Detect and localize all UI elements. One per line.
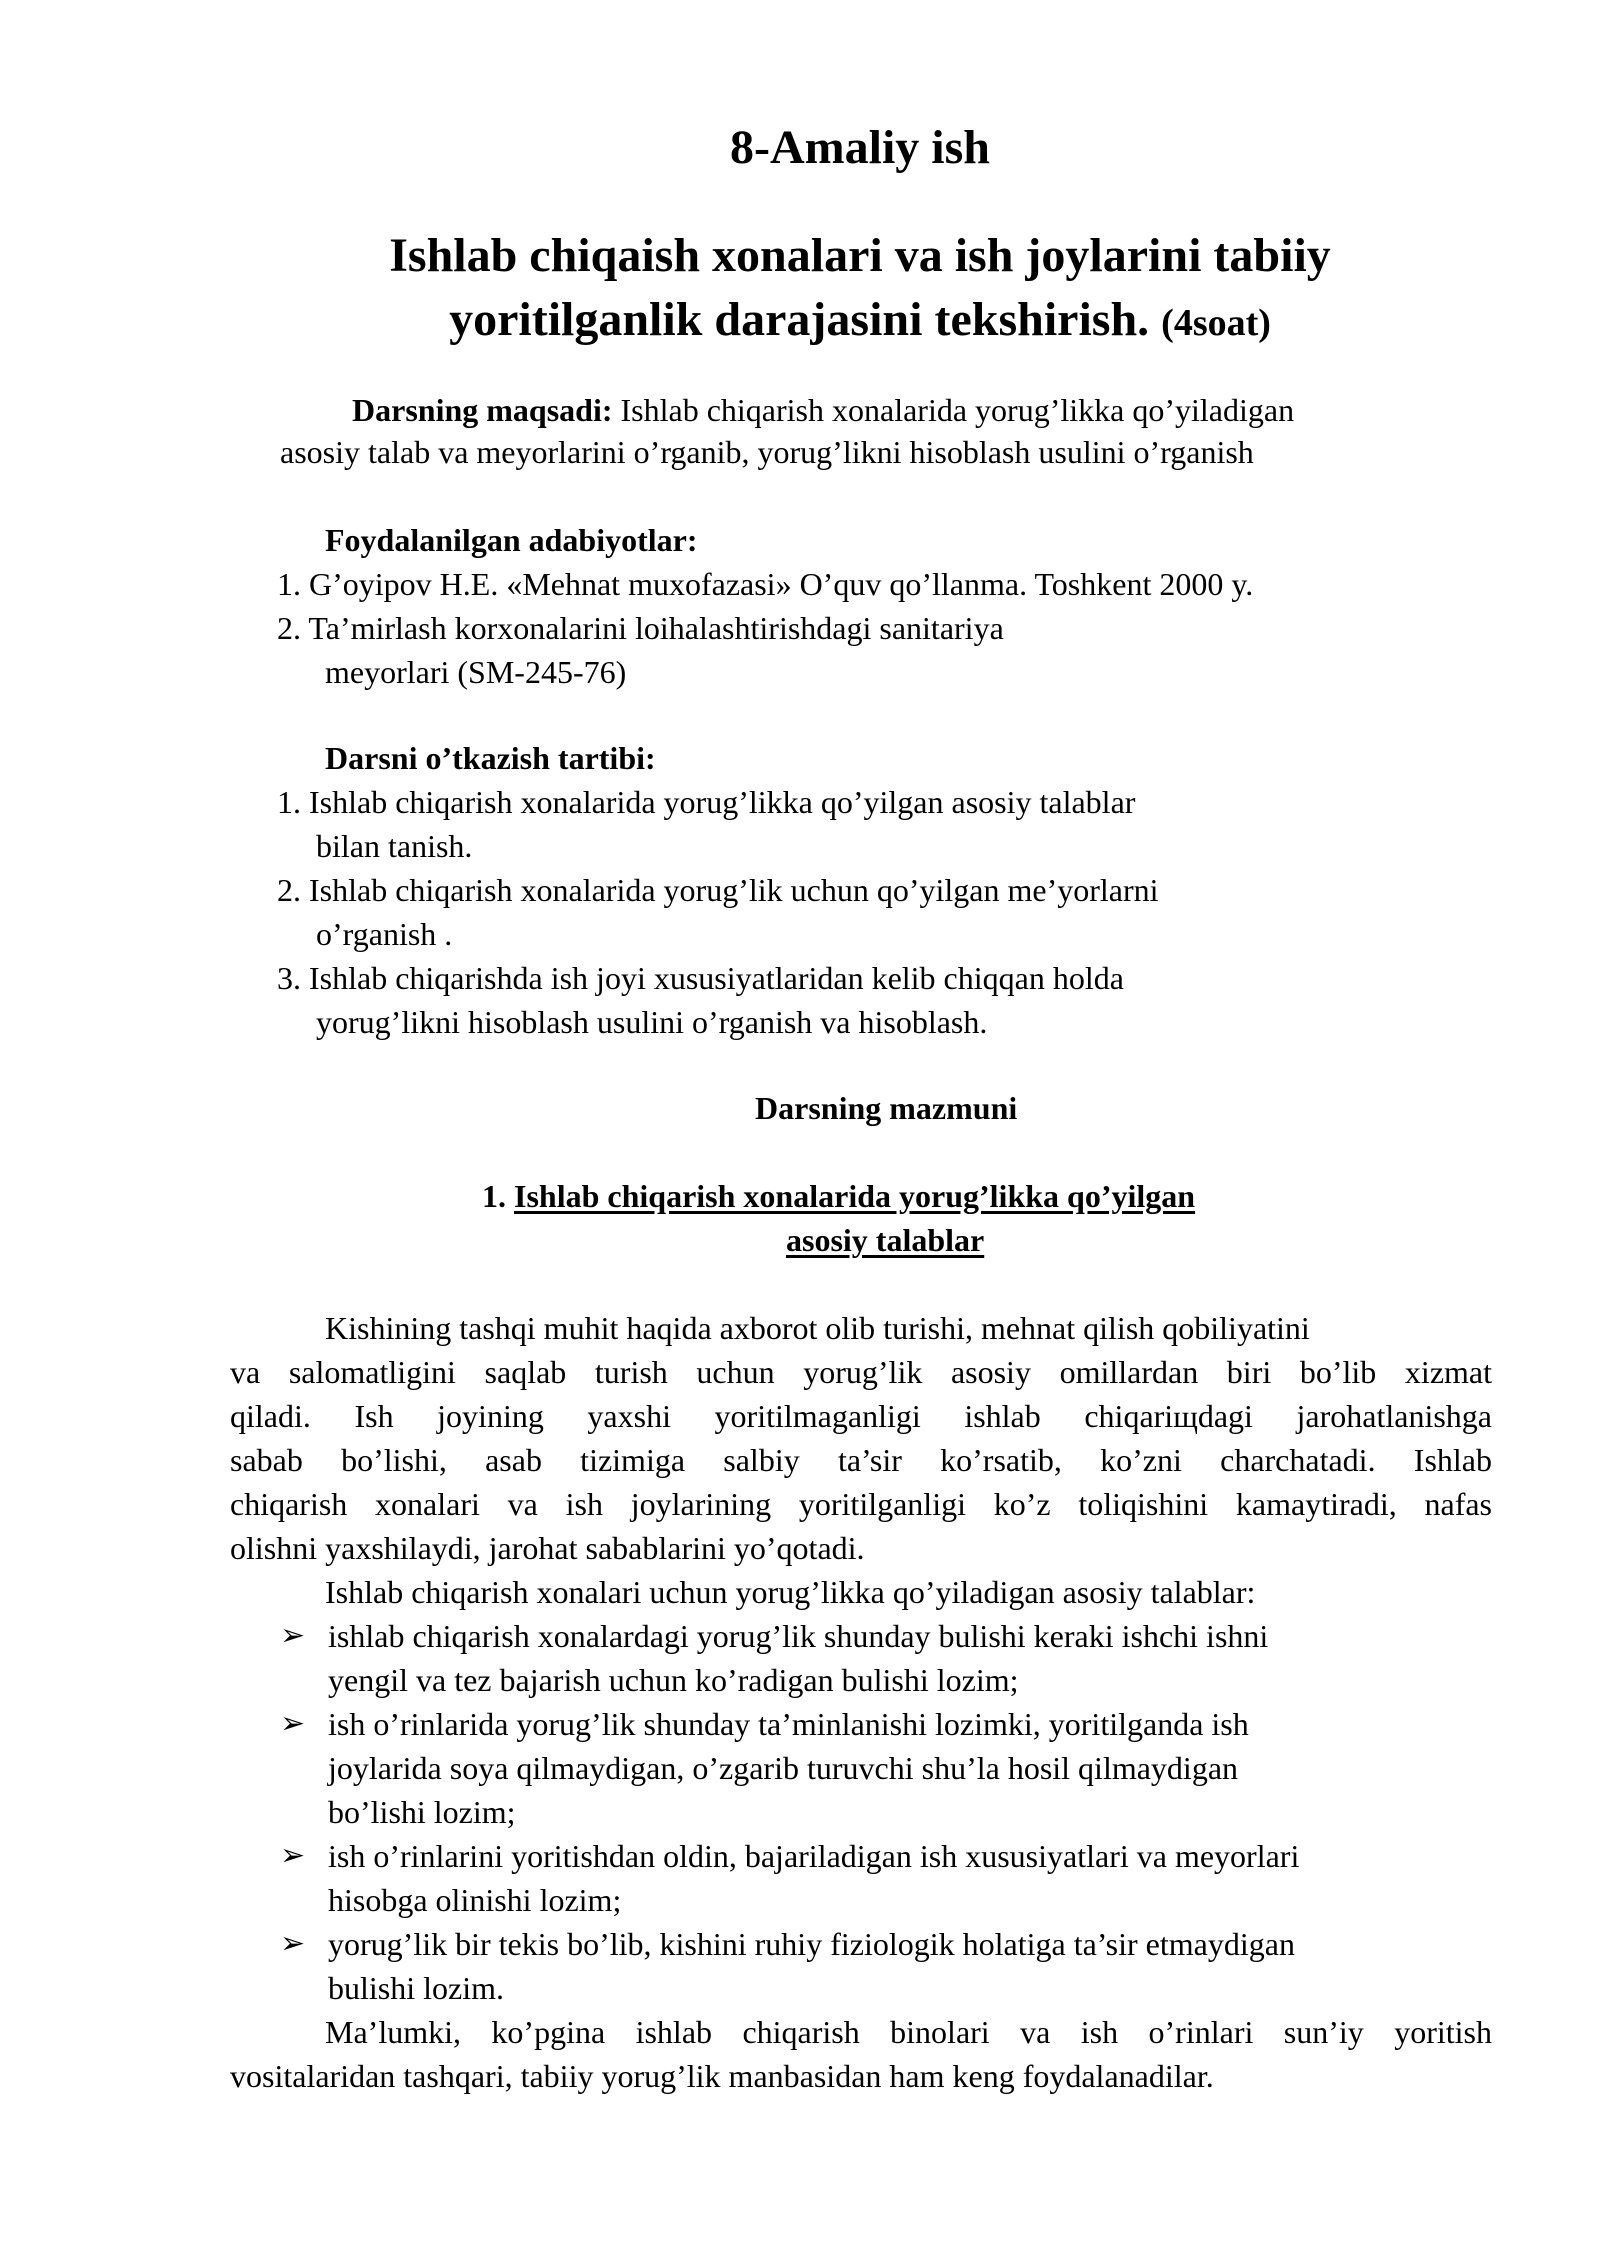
bullet-1-line-2: yengil va tez bajarish uchun ko’radigan bulishi lozim; xyxy=(328,1662,1019,1698)
document-title-line-2 xyxy=(0,288,1600,355)
bullet-2-line-3: bo’lishi lozim; xyxy=(328,1794,516,1830)
goal-label: Darsning maqsadi: xyxy=(352,392,613,428)
literature-item-1: 1. G’oyipov H.E. «Mehnat muxofazasi» O’quv qo’llanma. Toshkent 2000 y. xyxy=(277,566,1254,602)
goal-text-1: Ishlab chiqarish xonalarida yorug’likka qo’yiladigan xyxy=(620,392,1295,428)
document-title-hours: (4soat) xyxy=(1161,302,1271,344)
paragraph-1-line-2: va salomatligini saqlab turish uchun yorug’lik asosiy omillardan biri bo’lib xizmat xyxy=(230,1354,1492,1390)
section-1-number: 1. xyxy=(482,1178,506,1214)
content-heading: Darsning mazmuni xyxy=(755,1090,1018,1126)
goal-line-1 xyxy=(352,390,1294,430)
requirements-intro: Ishlab chiqarish xonalari uchun yorug’likka qo’yiladigan asosiy talablar: xyxy=(325,1574,1256,1610)
section-1-title-line-2: asosiy talablar xyxy=(786,1222,985,1258)
goal-line-2: asosiy talab va meyorlarini o’rganib, yorug’likni hisoblash usulini o’rganish xyxy=(280,434,1254,470)
bullet-3-line-1: ish o’rinlarini yoritishdan oldin, bajariladigan ish xususiyatlari va meyorlari xyxy=(328,1838,1300,1874)
bullet-4-line-1: yorug’lik bir tekis bo’lib, kishini ruhiy fiziologik holatiga ta’sir etmaydigan xyxy=(328,1926,1295,1962)
bullet-arrow-icon: ➢ xyxy=(280,1838,306,1873)
paragraph-1-line-3: qiladi. Ish joyining yaxshi yoritilmaganligi ishlab chiqariщdagi jarohatlanishga xyxy=(230,1398,1492,1434)
paragraph-1-line-6: olishni yaxshilaydi, jarohat sabablarini yo’qotadi. xyxy=(230,1530,865,1566)
procedure-label: Darsni o’tkazish tartibi: xyxy=(325,740,656,776)
literature-item-2-line-2: meyorlari (SM-245-76) xyxy=(325,654,627,690)
bullet-arrow-icon: ➢ xyxy=(280,1926,306,1961)
paragraph-2-line-2: vositalaridan tashqari, tabiiy yorug’lik manbasidan ham keng foydalanadilar. xyxy=(230,2058,1214,2094)
literature-item-2-line-1: 2. Ta’mirlash korxonalarini loihalashtirishdagi sanitariya xyxy=(277,610,1004,646)
procedure-item-1-line-2: bilan tanish. xyxy=(316,828,473,864)
page-heading: 8-Amaliy ish xyxy=(729,121,990,174)
bullet-arrow-icon: ➢ xyxy=(280,1618,306,1653)
paragraph-1-line-1: Kishining tashqi muhit haqida axborot olib turishi, mehnat qilish qobiliyatini xyxy=(325,1310,1310,1346)
procedure-item-3-line-1: 3. Ishlab chiqarishda ish joyi xususiyatlaridan kelib chiqqan holda xyxy=(277,960,1124,996)
section-1-title-line-1 xyxy=(482,1176,1195,1216)
paragraph-1-line-5: chiqarish xonalari va ish joylarining yoritilganligi ko’z toliqishini kamaytiradi, nafas xyxy=(230,1486,1492,1522)
procedure-item-2-line-2: o’rganish . xyxy=(316,916,453,952)
section-1-title-text: Ishlab chiqarish xonalarida yorug’likka qo’yilgan xyxy=(514,1178,1196,1214)
bullet-2-line-1: ish o’rinlarida yorug’lik shunday ta’minlanishi lozimki, yoritilganda ish xyxy=(328,1706,1249,1742)
paragraph-2-line-1: Ma’lumki, ko’pgina ishlab chiqarish binolari va ish o’rinlari sun’iy yoritish xyxy=(325,2014,1492,2050)
bullet-4-line-2: bulishi lozim. xyxy=(328,1970,504,2006)
bullet-1-line-1: ishlab chiqarish xonalardagi yorug’lik shunday bulishi keraki ishchi ishni xyxy=(328,1618,1269,1654)
procedure-item-2-line-1: 2. Ishlab chiqarish xonalarida yorug’lik uchun qo’yilgan me’yorlarni xyxy=(277,872,1159,908)
paragraph-1-line-4: sabab bo’lishi, asab tizimiga salbiy ta’sir ko’rsatib, ko’zni charchatadi. Ishlab xyxy=(230,1442,1492,1478)
procedure-item-1-line-1: 1. Ishlab chiqarish xonalarida yorug’likka qo’yilgan asosiy talablar xyxy=(277,784,1136,820)
bullet-3-line-2: hisobga olinishi lozim; xyxy=(328,1882,622,1918)
bullet-2-line-2: joylarida soya qilmaydigan, o’zgarib turuvchi shu’la hosil qilmaydigan xyxy=(328,1750,1239,1786)
literature-label: Foydalanilgan adabiyotlar: xyxy=(325,522,698,558)
bullet-arrow-icon: ➢ xyxy=(280,1706,306,1741)
procedure-item-3-line-2: yorug’likni hisoblash usulini o’rganish va hisoblash. xyxy=(316,1004,988,1040)
document-title-line-1: Ishlab chiqaish xonalari va ish joylarini tabiiy xyxy=(389,229,1331,282)
document-title-text: yoritilganlik darajasini tekshirish. xyxy=(449,293,1150,346)
